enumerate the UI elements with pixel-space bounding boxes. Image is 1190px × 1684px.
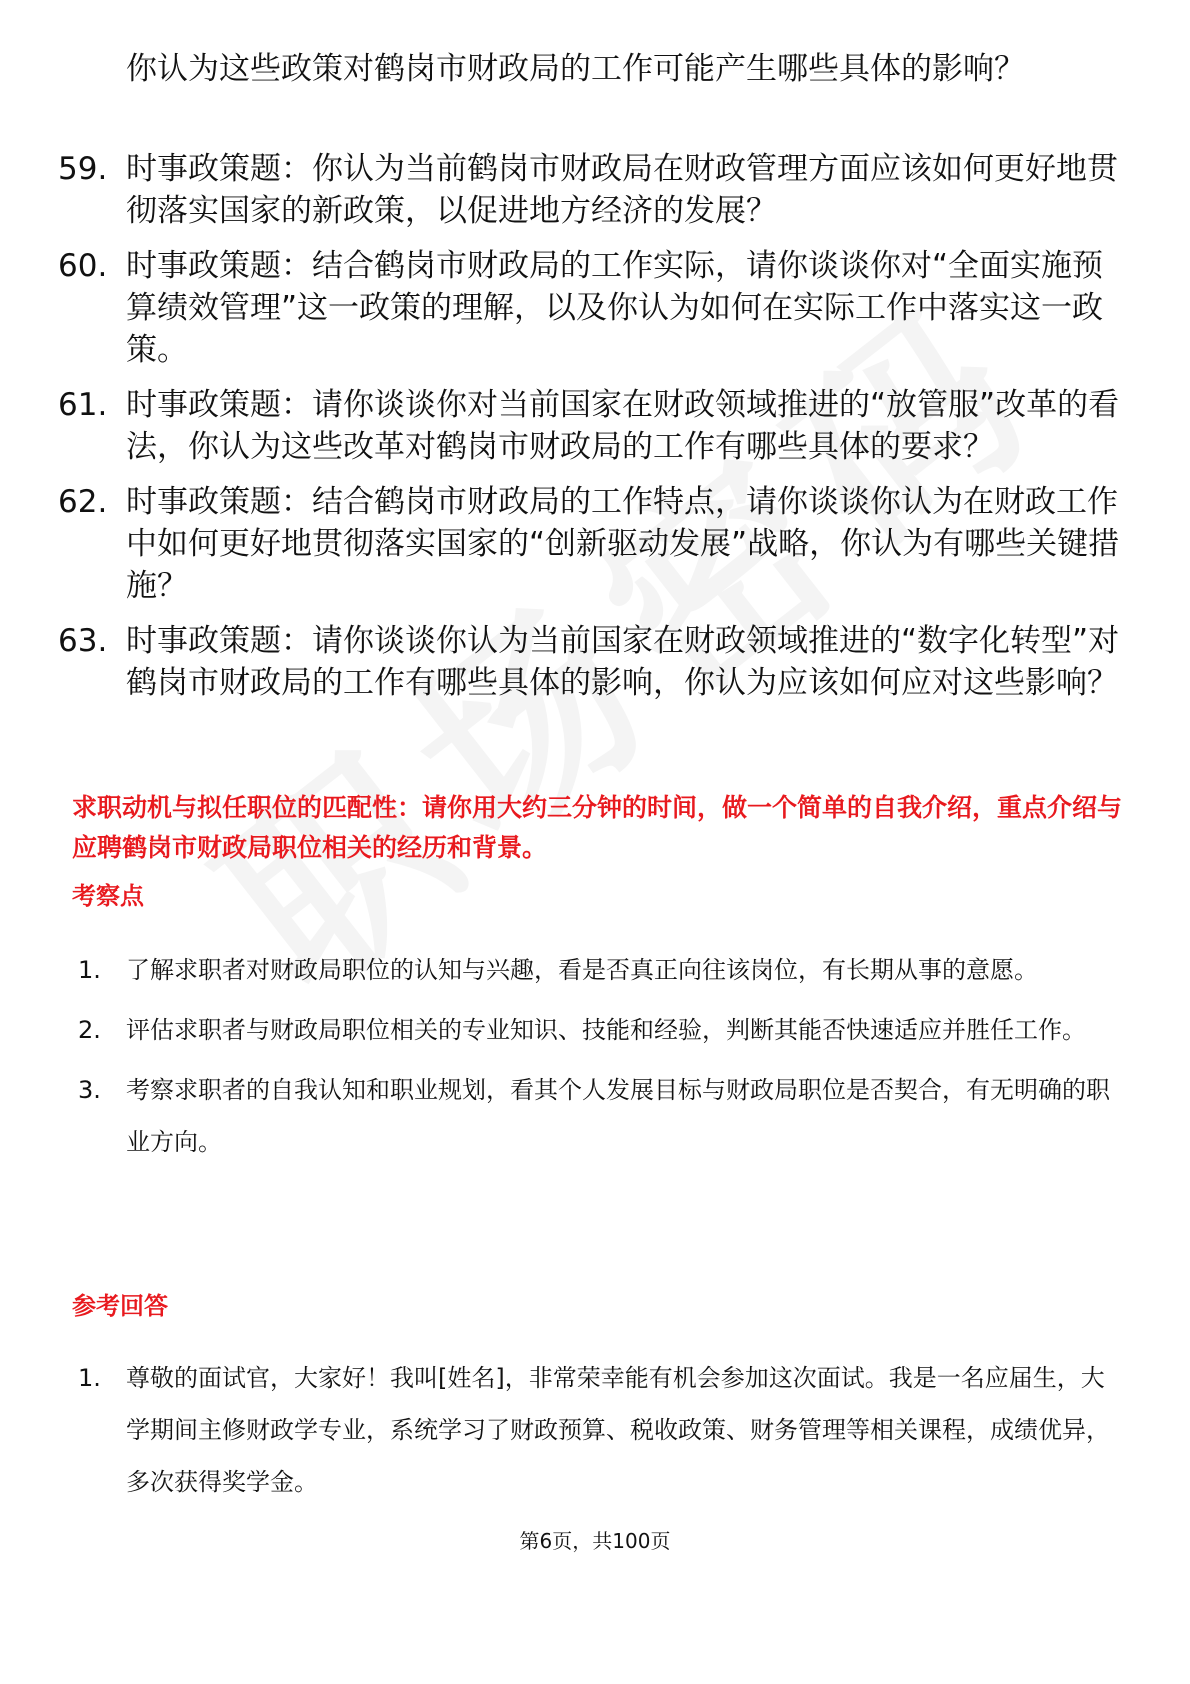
question-text: 时事政策题：你认为当前鹤岗市财政局在财政管理方面应该如何更好地贯彻落实国家的新政策，以促进地方经济的发展？ xyxy=(126,151,1118,229)
reference-text: 尊敬的面试官，大家好！我叫[姓名]，非常荣幸能有机会参加这次面试。我是一名应届生，大学期间主修财政学专业，系统学习了财政预算、税收政策、财务管理等相关课程，成绩优异，多次获得奖学金。 xyxy=(126,1364,1110,1496)
page-footer: 第6页，共100页 xyxy=(519,1529,671,1553)
assessment-title: 考察点 xyxy=(72,882,144,910)
question-text: 时事政策题：结合鹤岗市财政局的工作特点，请你谈谈你认为在财政工作中如何更好地贯彻落实国家的“创新驱动发展”战略，你认为有哪些关键措施？ xyxy=(126,484,1120,604)
question-number: 60. xyxy=(58,248,108,284)
motive-question: 求职动机与拟任职位的匹配性：请你用大约三分钟的时间，做一个简单的自我介绍，重点介绍与应聘鹤岗市财政局职位相关的经历和背景。 xyxy=(72,793,1123,862)
assessment-text: 了解求职者对财政局职位的认知与兴趣，看是否真正向往该岗位，有长期从事的意愿。 xyxy=(126,956,1038,984)
assessment-item xyxy=(78,944,1138,996)
assessment-number: 2. xyxy=(78,1016,101,1044)
question-number: 61. xyxy=(58,387,108,423)
reference-list xyxy=(78,1352,1138,1516)
question-item xyxy=(58,148,1138,232)
assessment-text: 考察求职者的自我认知和职业规划，看其个人发展目标与财政局职位是否契合，有无明确的职业方向。 xyxy=(126,1076,1110,1156)
question-item xyxy=(58,384,1138,468)
question-text: 时事政策题：请你谈谈你对当前国家在财政领域推进的“放管服”改革的看法，你认为这些改革对鹤岗市财政局的工作有哪些具体的要求？ xyxy=(126,387,1120,465)
reference-title: 参考回答 xyxy=(72,1292,168,1320)
assessment-number: 1. xyxy=(78,956,101,984)
reference-number: 1. xyxy=(78,1364,101,1392)
question-number: 62. xyxy=(58,484,108,520)
question-item xyxy=(58,481,1138,607)
continuation-text: 你认为这些政策对鹤岗市财政局的工作可能产生哪些具体的影响？ xyxy=(126,51,1025,87)
question-item xyxy=(58,245,1138,371)
reference-item xyxy=(78,1352,1138,1508)
assessment-list xyxy=(78,944,1138,1176)
assessment-text: 评估求职者与财政局职位相关的专业知识、技能和经验，判断其能否快速适应并胜任工作。 xyxy=(126,1016,1086,1044)
question-text: 时事政策题：请你谈谈你认为当前国家在财政领域推进的“数字化转型”对鹤岗市财政局的工作有哪些具体的影响，你认为应该如何应对这些影响？ xyxy=(126,623,1120,701)
assessment-item xyxy=(78,1004,1138,1056)
question-number: 59. xyxy=(58,151,108,187)
question-text: 时事政策题：结合鹤岗市财政局的工作实际，请你谈谈你对“全面实施预算绩效管理”这一政策的理解，以及你认为如何在实际工作中落实这一政策。 xyxy=(126,248,1104,368)
assessment-item xyxy=(78,1064,1138,1168)
question-list xyxy=(58,148,1138,717)
assessment-number: 3. xyxy=(78,1076,101,1104)
question-item xyxy=(58,620,1138,704)
question-number: 63. xyxy=(58,623,108,659)
